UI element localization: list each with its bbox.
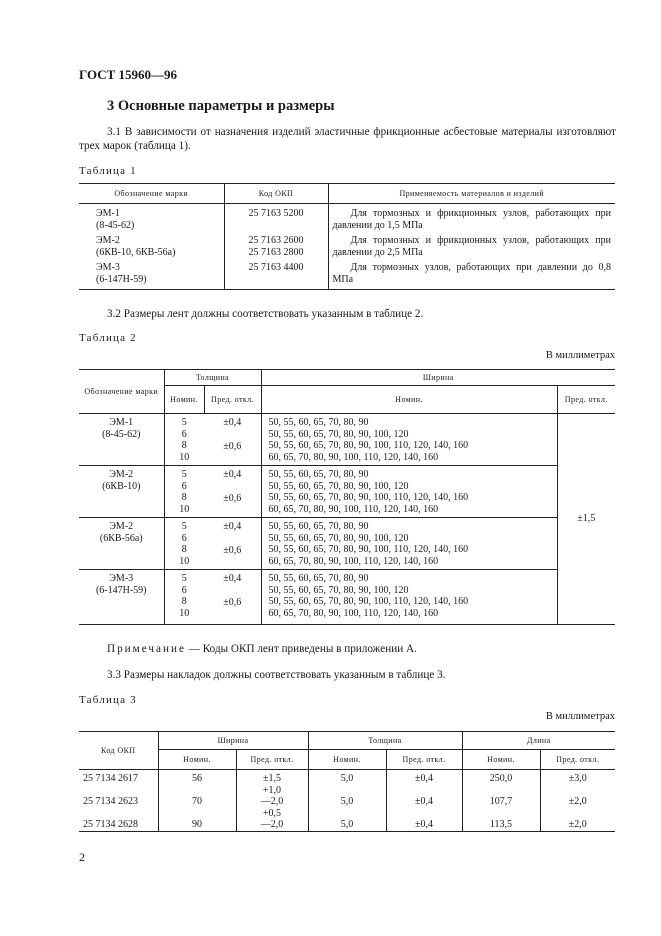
- t2-dev-a: ±0,4: [223, 573, 242, 584]
- t3-w-nom: 56: [158, 770, 236, 785]
- t1-header-use: Применяемость материалов и изделий: [399, 188, 545, 198]
- table2-caption: Таблица 2: [79, 332, 137, 344]
- t2-header-mark: Обозначение марки: [79, 370, 164, 414]
- table2-unit: В миллиметрах: [545, 350, 615, 361]
- t1-mark: ЭМ-2 (6КВ-10, 6КВ-56а): [79, 231, 224, 258]
- note-text: — Коды ОКП лент приведены в приложении А.: [185, 643, 417, 655]
- t2-mark: ЭМ-2 (6КВ-56а): [79, 518, 164, 570]
- t1-header-mark: Обозначение марки: [79, 184, 224, 204]
- t3-header-w-nom: Номин.: [158, 750, 236, 770]
- t3-w-dev-up: +0,5: [262, 807, 282, 819]
- t2-nom: 5 6 8 10: [179, 521, 190, 567]
- table3-unit: В миллиметрах: [545, 711, 615, 722]
- note-label: Примечание: [107, 643, 186, 655]
- t3-code: 25 7134 2623: [79, 785, 158, 808]
- t1-use: Для тормозных и фрикционных узлов, работающих при давлении до 1,5 МПа: [332, 208, 611, 231]
- paragraph-3-3: 3.3 Размеры накладок должны соответствовать указанным в таблице 3.: [107, 669, 446, 681]
- t3-l-nom: 113,5: [462, 808, 540, 832]
- table-row: [79, 258, 615, 290]
- t2-dev: [204, 570, 261, 625]
- t3-header-w-dev: Пред. откл.: [236, 750, 308, 770]
- t2-dev-b: ±0,6: [223, 544, 242, 556]
- t3-l-dev: ±2,0: [568, 819, 587, 830]
- t2-header-nom-w: Номин.: [261, 386, 557, 414]
- paragraph-3-2: 3.2 Размеры лент должны соответствовать указанным в таблице 2.: [107, 308, 424, 320]
- t3-header-l-nom: Номин.: [462, 750, 540, 770]
- t1-mark: ЭМ-3 (6-147Н-59): [79, 258, 224, 290]
- t2-mark: ЭМ-2 (6КВ-10): [79, 466, 164, 518]
- t3-header-width: Ширина: [158, 732, 308, 750]
- t2-dev-b: ±0,6: [223, 492, 242, 504]
- t3-w-nom: 90: [158, 808, 236, 832]
- table-row: [79, 770, 615, 785]
- t3-w-nom: 70: [158, 785, 236, 808]
- t3-l-dev: ±3,0: [568, 773, 587, 784]
- t2-mark: ЭМ-3 (6-147Н-59): [79, 570, 164, 625]
- t3-t-dev: ±0,4: [386, 770, 462, 785]
- t1-mark: ЭМ-1 (8-45-62): [79, 204, 224, 232]
- t2-dev-a: ±0,4: [223, 417, 242, 428]
- t3-header-length: Длина: [462, 732, 615, 750]
- t2-widths: 50, 55, 60, 65, 70, 80, 90 50, 55, 60, 65, 70, 80, 90, 100, 120 50, 55, 60, 65, 70, 80, 90, 100, 110, 120, 140, 160 60, 65, 70, 80, 90, 100, 110, 120, 140, 160: [261, 414, 557, 466]
- table-2: [79, 369, 615, 625]
- t3-w-dev: [236, 808, 308, 832]
- t3-t-nom: 5,0: [308, 770, 386, 785]
- t3-header-t-nom: Номин.: [308, 750, 386, 770]
- t2-nom: 5 6 8 10: [179, 469, 190, 515]
- t2-nom: 5 6 8 10: [179, 573, 190, 619]
- t3-header-l-dev: Пред. откл.: [556, 754, 600, 764]
- table-1: [79, 183, 615, 290]
- t1-use: Для тормозных и фрикционных узлов, работающих при давлении до 2,5 МПа: [332, 235, 611, 258]
- t2-widths: 50, 55, 60, 65, 70, 80, 90 50, 55, 60, 65, 70, 80, 90, 100, 120 50, 55, 60, 65, 70, 80, 90, 100, 110, 120, 140, 160 60, 65, 70, 80, 90, 100, 110, 120, 140, 160: [261, 466, 557, 518]
- t2-header-width: Ширина: [261, 370, 615, 386]
- t2-mark: ЭМ-1 (8-45-62): [79, 414, 164, 466]
- t2-widths: 50, 55, 60, 65, 70, 80, 90 50, 55, 60, 65, 70, 80, 90, 100, 120 50, 55, 60, 65, 70, 80, 90, 100, 110, 120, 140, 160 60, 65, 70, 80, 90, 100, 110, 120, 140, 160: [261, 518, 557, 570]
- table-3: [79, 731, 615, 832]
- t2-width-dev: ±1,5: [577, 513, 596, 525]
- t2-widths: 50, 55, 60, 65, 70, 80, 90 50, 55, 60, 65, 70, 80, 90, 100, 120 50, 55, 60, 65, 70, 80, 90, 100, 110, 120, 140, 160 60, 65, 70, 80, 90, 100, 110, 120, 140, 160: [261, 570, 557, 625]
- table1-caption: Таблица 1: [79, 165, 137, 177]
- page-number: 2: [79, 850, 85, 864]
- table3-caption: Таблица 3: [79, 694, 137, 706]
- t2-dev-a: ±0,4: [223, 521, 242, 532]
- t3-t-dev: ±0,4: [386, 785, 462, 808]
- t2-dev: [204, 518, 261, 570]
- t1-use: Для тормозных узлов, работающих при давлении до 0,8 МПа: [332, 262, 611, 285]
- t2-dev-a: ±0,4: [223, 469, 242, 480]
- t3-code: 25 7134 2617: [79, 770, 158, 785]
- t2-dev-b: ±0,6: [223, 440, 242, 452]
- t1-okp: 25 7163 4400: [224, 258, 328, 290]
- paragraph-3-1: 3.1 В зависимости от назначения изделий эластичные фрикционные асбестовые материалы изготовляют трех марок (таблица 1).: [79, 126, 616, 152]
- t3-l-dev: ±2,0: [568, 796, 587, 807]
- table2-note: [107, 643, 417, 655]
- t2-header-dev: Пред. откл.: [204, 386, 261, 414]
- table-row: [79, 231, 615, 258]
- t3-w-dev: [236, 785, 308, 808]
- t3-header-thickness: Толщина: [308, 732, 462, 750]
- table-row: [79, 785, 615, 808]
- t3-l-nom: 107,7: [462, 785, 540, 808]
- t2-dev: [204, 414, 261, 466]
- table-row: [79, 570, 615, 625]
- table-row: [79, 414, 615, 466]
- document-header: ГОСТ 15960—96: [79, 67, 178, 82]
- table-row: [79, 518, 615, 570]
- t3-w-dev-up: +1,0: [262, 784, 282, 796]
- t2-header-dev-w: Пред. откл.: [564, 394, 608, 404]
- t3-t-dev: ±0,4: [386, 808, 462, 832]
- t2-header-nom: Номин.: [164, 386, 204, 414]
- t3-t-nom: 5,0: [308, 785, 386, 808]
- t3-t-nom: 5,0: [308, 808, 386, 832]
- t1-header-okp: Код ОКП: [224, 184, 328, 204]
- table-row: [79, 466, 615, 518]
- t3-l-nom: 250,0: [462, 770, 540, 785]
- t2-dev: [204, 466, 261, 518]
- t3-code: 25 7134 2628: [79, 808, 158, 832]
- t2-nom: 5 6 8 10: [179, 417, 190, 463]
- t3-w-dev-lo: —2,0: [260, 796, 284, 807]
- t2-dev-b: ±0,6: [223, 596, 242, 608]
- t3-header-t-dev: Пред. откл.: [386, 750, 462, 770]
- t1-okp: 25 7163 2600 25 7163 2800: [224, 231, 328, 258]
- t3-header-code: Код ОКП: [79, 732, 158, 770]
- t3-w-dev-lo: —2,0: [260, 819, 284, 830]
- t2-header-thickness: Толщина: [164, 370, 261, 386]
- t3-w-dev: ±1,5: [236, 770, 308, 785]
- t1-okp: 25 7163 5200: [224, 204, 328, 232]
- section-title: 3 Основные параметры и размеры: [107, 98, 335, 114]
- table-row: [79, 204, 615, 232]
- table-row: [79, 808, 615, 832]
